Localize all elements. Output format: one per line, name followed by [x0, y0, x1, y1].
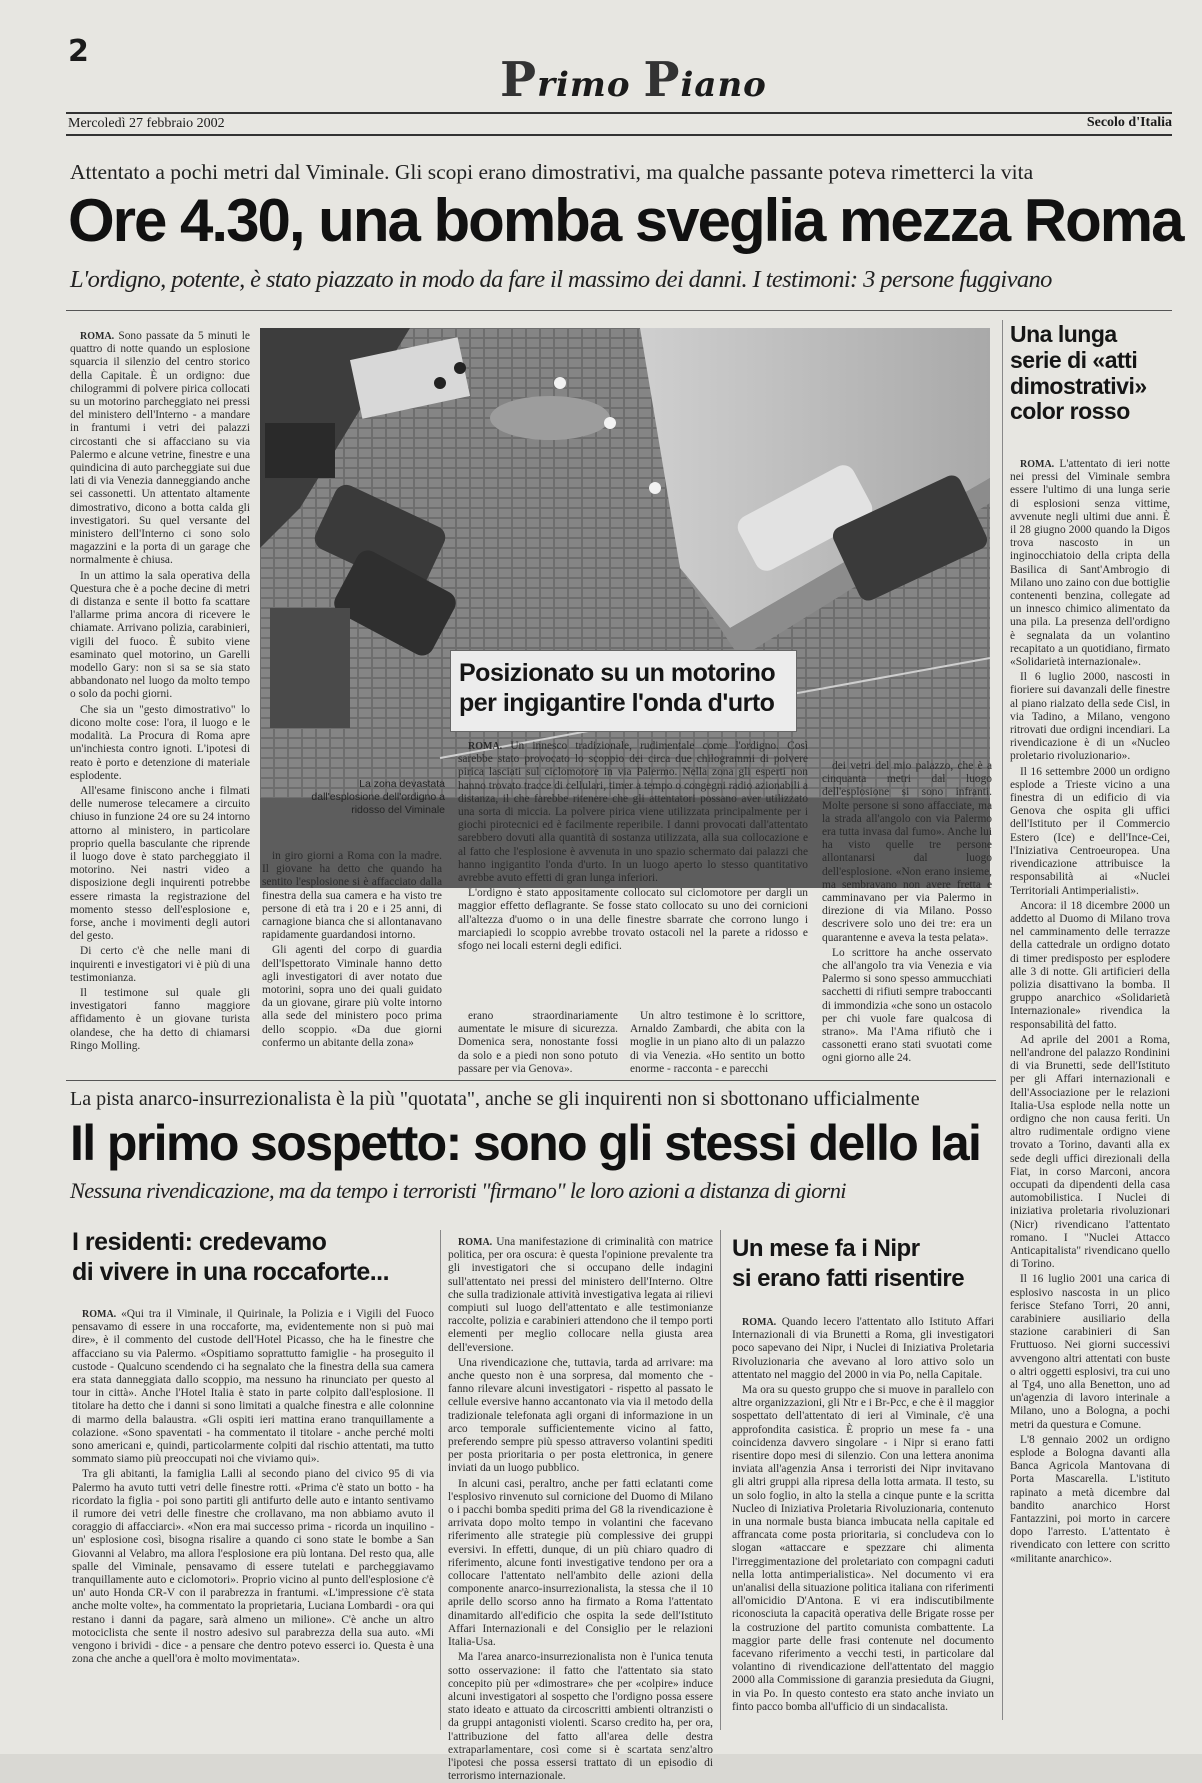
residents-body — [72, 1308, 434, 1728]
mid-p4: Ma l'area anarco-insurrezionalista non è l'unica tenuta sotto osservazione: il fatto che l'attentato sia stato concepito più per «dimostrare» che per «colpire» induce alcuni investigatori al sospetto che l'ordigno possa essere stato ideato e attuato da circoscritti ambienti oltranzisti o da gruppi antagonisti violenti. Scarso credito ha, per ora, l'attribuzione del fatto all'area delle destra extraparlamentare, così come si è scartata senz'altro l'ipotesi che possa essersi trattato di un episodio di terrorismo internazionale. — [448, 1651, 713, 1783]
sidebar-body — [1010, 458, 1170, 1738]
story1-column-5 — [822, 760, 992, 1070]
story1-kicker: Attentato a pochi metri dal Viminale. Gli scopi erano dimostrativi, ma qualche passante poteva rimetterci la vita — [70, 160, 1034, 184]
photo-caption: La zona devastata dall'esplosione dell'ordigno a ridosso del Viminale — [311, 778, 445, 816]
story1-col2-p2: Gli agenti del corpo di guardia dell'Ispettorato Viminale hanno detto agli investigatori di aver notato due motorini, sopra uno dei quali guidato da un giovane, girare più volte intorno alla sede del ministero poco prima dello scoppio. «Da due giorni confermo un abitante della zona» — [262, 944, 442, 1049]
boxed-headline-line2: per ingigantire l'onda d'urto — [459, 689, 775, 717]
issue-date: Mercoledì 27 febbraio 2002 — [68, 116, 225, 131]
story1-col1-p3: Che sia un "gesto dimostrativo" lo dicono molte cose: l'ora, il luogo e le modalità. La Procura di Roma apre un'inchiesta contro ignoti. L'ipotesi di reato è porto e detenzione di materiale esplodente. — [70, 703, 250, 782]
mid-p2: Una rivendicazione che, tuttavia, tarda ad arrivare: ma anche questo non è una sorpresa, dal momento che - fanno rilevare alcuni investigatori - rispetto al passato le cellule eversive hanno accantonato via via il metodo della tradizionale telefonata agli organi di informazione in un arco temporale sufficientemente vicino al fatto, preferendo sempre più spesso attraverso volantini spediti per posta prioritaria o per posta elettronica, in genere inviati da un luogo pubblico. — [448, 1356, 713, 1475]
sidebar-p1: L'attentato di ieri notte nei pressi del Viminale sembra essere l'ultimo di una lunga serie di esplosioni senza vittime, avvenute negli ultimi due anni. È il 28 giugno 2000 quando la Digos trova nascosto in un inginocchiatoio della cripta della Basilica di Sant'Ambrogio di Milano uno zaino con due bottiglie contenenti benzina, collegate ad un innesco chimico alimentato da una pila. La presenza dell'ordigno è segnalata da un volantino recapitato a un quotidiano, firmato «Solidarietà internazionale». — [1010, 458, 1170, 669]
story1-headline: Ore 4.30, una bomba sveglia mezza Roma — [68, 187, 1183, 254]
sidebar-p6: Il 16 luglio 2001 una carica di esplosivo nascosta in un plico ferisce Stefano Torri, 20 anni, carabiniere ausiliario della stazione carabinieri di San Fruttuoso. Nei giorni successivi avvengono altri attentati con buste o altri oggetti esplosivi, tra cui uno al Tg4, uno alla Benetton, uno ad un'agenzia di lavoro interinale a Milano, uno a Bologna, a pochi metri da questura e Comune. — [1010, 1273, 1170, 1431]
story2-subheadline: Nessuna rivendicazione, ma da tempo i terroristi "firmano" le loro azioni a distanza di giorni — [70, 1178, 846, 1203]
story1-column-3 — [458, 1010, 618, 1075]
mid-body — [448, 1236, 713, 1783]
residents-dateline: ROMA. — [82, 1309, 117, 1320]
masthead-rule-bottom — [66, 134, 1172, 136]
nipr-dateline: ROMA. — [742, 1317, 777, 1328]
story2-rule — [66, 1080, 996, 1081]
mid-p3: In alcuni casi, peraltro, anche per fatti eclatanti come l'esplosivo rinvenuto sul cornicione del Duomo di Milano o i pacchi bomba spediti prima del G8 la rivendicazione è arrivata dopo molto tempo in volantini che facevano riferimento alle strategie più complessive dei gruppi eversivi. In effetti, dunque, di un più chiaro quadro di riferimento, alcune fonti investigative tendono per ora a collocare l'attentato nell'ambito delle azioni della componente anarco-insurrezionalista, la stessa che il 10 aprile dello scorso anno ha firmato a Roma l'attentato dinamitardo all'edificio che ospita la sede dell'Istituto Affari Internazionali e del Consiglio per le relazioni Italia-Usa. — [448, 1477, 713, 1649]
nipr-p1: Quando lecero l'attentato allo Istituto Affari Internazionali di via Brunetti a Roma, gli investigatori poco sapevano dei Nipr, i Nuclei di Iniziativa Proletaria Rivoluzionaria che avevano al loro attivo solo un attentato nel maggio del 2000 in via Po, nella Capitale. — [732, 1316, 994, 1381]
boxed-col-a: Un innesco tradizionale, rudimentale come l'ordigno. Così sarebbe stato provocato lo scoppio dei circa due chilogrammi di polvere pirica lasciati sul ciclomotore in via Palermo. Nella zona gli esperti non hanno trovato tracce di cellulari, timer a tempo o congegni radio azionabili a distanza, il che farebbe ritenere che gli attentatori possano aver utilizzato una sorta di miccia. La polvere pirica viene utilizzata principalmente per i giochi pirotecnici ed è facilmente reperibile. I danni provocati dall'attentato sarebbero dovuti alla quantità di sostanza utilizzata, alla sua collocazione e al fatto che l'esplosione è avvenuta in uno spazio schermato dai palazzi che hanno ingigantito l'onda d'urto. In un luogo aperto lo stesso quantitativo avrebbe avuto effetti di gran lunga inferiori. — [458, 740, 808, 885]
story1-rule — [66, 310, 1172, 311]
residents-p2: Tra gli abitanti, la famiglia Lalli al secondo piano del civico 95 di via Palermo ha avuto tutti vetri delle finestre rotti. «Prima c'è stato un botto - ha ricordato la figlia - poi sono partiti gli antifurto delle auto e intanto sentivamo il rumore dei vetri delle finestre che crollavano, ma non abbiamo avuto il coraggio di affacciarci». «Non era mai successo prima - ricorda un inquilino - un' esplosione così, bisogna risalire a quando ci sono state le bombe a San Giovanni al Velabro, ma allora l'esplosione era più lontana. Del resto qua, alle spalle del Viminale, pensavamo di essere tutelati e parcheggiavamo tranquillamente auto e ciclomotori». Proprio vicino al punto dell'esplosione c'è un' auto Honda CR-V con il parabrezza in frantumi. «L'impressione c'è stata anche molte volte», ha commentato la proprietaria, Luciana Lombardi - ora qui restano i danni da pagare, sarà almeno un milione». C'è anche un altro motociclista che sente il nostro adesivo sul parabrezza della sua auto. «Mi vengono i brividi - dice - a pensare che dentro potevo esserci io. Questa è una zona che anche a quell'ora è molto movimentata». — [72, 1468, 434, 1666]
boxed-headline-line1: Posizionato su un motorino — [459, 659, 776, 687]
residents-headline-line2: di vivere in una roccaforte... — [72, 1258, 390, 1286]
newspaper-name: Secolo d'Italia — [1086, 115, 1172, 130]
mid-divider — [440, 1230, 441, 1730]
story1-col5-p2: Lo scrittore ha anche osservato che all'angolo tra via Venezia e via Palermo si sono spesso ammucchiati sacchetti di rifiuti sempre traboccanti di immondizia «che sono un ostacolo per chi vuole fare qualcosa di strano». Ma l'Ama rifiutò che i cassonetti erano stati svuotati come ogni giorno alle 24. — [822, 946, 992, 1065]
masthead-rule-top — [66, 112, 1172, 114]
story1-column-2 — [262, 850, 442, 1049]
story1-col1-p4: All'esame finiscono anche i filmati delle numerose telecamere a circuito chiuso in funzione 24 ore su 24 intorno attorno al ministero, in particolare proprio quella basculante che riprende il luogo dove è stato parcheggiato il motorino. Nei nastri video a disposizione degli inquirenti potrebbe essere rimasta la registrazione del momento stesso dell'esplosione e, forse, anche i movimenti degli autori del gesto. — [70, 784, 250, 943]
story1-col3-p1: erano straordinariamente aumentate le misure di sicurezza. Domenica sera, nonostante fossi da solo e a piedi non sono potuto passare per via Genova». — [458, 1010, 618, 1075]
story2-headline: Il primo sospetto: sono gli stessi dello Iai — [70, 1115, 981, 1171]
section-rest-1: rimo — [537, 65, 631, 105]
story1-column-1 — [70, 330, 250, 1052]
section-initial-2: P — [643, 52, 681, 108]
story1-col1-p5: Di certo c'è che nelle mani di inquirenti e investigatori vi è più di una testimonianza. — [70, 945, 250, 984]
sidebar-dateline: ROMA. — [1020, 459, 1055, 470]
nipr-headline-line2: si erano fatti risentire — [732, 1265, 965, 1292]
story1-column-4 — [630, 1010, 805, 1075]
story1-col1-p6: Il testimone sul quale gli investigatori fanno maggiore affidamento è un giovane turista olandese, che ha detto di chiamarsi Ringo Molling. — [70, 986, 250, 1052]
sidebar-p2: Il 6 luglio 2000, nascosti in fioriere sui davanzali delle finestre al piano rialzato della sede Cisl, in via Tadino, a Milano, vengono ritrovati due ordigni incendiari. La rivendicazione è di un «Nucleo proletario rivoluzionario». — [1010, 671, 1170, 763]
story1-col4-p1: Un altro testimone è lo scrittore, Arnaldo Zambardi, che abita con la moglie in un piano alto di un palazzo di via Venezia. «Ho sentito un botto enorme - racconta - e parecchi — [630, 1010, 805, 1075]
nipr-headline-line1: Un mese fa i Nipr — [732, 1235, 920, 1262]
boxed-headline-panel — [450, 650, 797, 732]
story1-subheadline: L'ordigno, potente, è stato piazzato in modo da fare il massimo dei danni. I testimoni: 3 persone fuggivano — [70, 266, 1052, 293]
section-rest-2: iano — [680, 65, 767, 105]
story1-col5-p1: dei vetri del mio palazzo, che è a cinquanta metri dal luogo dell'esplosione si sono infranti. Molte persone si sono affacciate, ma la strada all'angolo con via Palermo era tutta invasa dal fumo». Anche lui ha visto quelle tre persone allontanarsi dal luogo dell'esplosione. «Non erano insieme, ma sembravano non avere fretta e camminavano per via Palermo in direzione di via Milano. Posso descrivere solo uno dei tre: era un quarantenne e aveva la testa pelata». — [822, 760, 992, 944]
sidebar-divider — [1002, 320, 1003, 1720]
mid-dateline: ROMA. — [458, 1237, 493, 1248]
boxed-col-b: L'ordigno è stato appositamente collocato sul ciclomotore per dargli un maggior effetto deflagrante. Se fosse stato collocato su uno dei cornicioni all'altezza d'uomo o in una delle finestre sbarrate che corrono lungo i marciapiedi lo scoppio avrebbe trovato ostacoli nel la parete a ridosso e sfogo nei locali esterni degli edifici. — [458, 887, 808, 953]
mid-p1: Una manifestazione di criminalità con matrice politica, per ora oscura: è questa l'opinione prevalente tra gli investigatori che si occupano delle indagini sull'attentato nei pressi del ministero dell'Interno. Oltre che sulla tradizionale attività investigativa legata ai rilievi compiuti sul luogo dell'attentato e alle testimonianze raccolte, polizia e carabinieri attendono che il tempo porti elementi per meglio collocare nella giusta area dell'eversione. — [448, 1236, 713, 1354]
nipr-p2: Ma ora su questo gruppo che si muove in parallelo con altre organizzazioni, gli Ntr e i Br-Pcc, e che è il maggior sospettato dell'attentato di ieri al Viminale, c'è una approfondita casistica. È proprio un mese fa - una coincidenza davvero singolare - i Nipr si erano fatti risentire dopo mesi di silenzio. Con una lettera anonima inviata all'agenzia Ansa i terroristi dei Nipr invitavano gli altri gruppi alla ripresa della lotta armata. Il testo, su un solo foglio, in alto la stella a cinque punte e la scritta Nucleo di Iniziativa Proletaria Rivoluzionaria, contenuto in una normale busta bianca imbucata nella capitale ed affrancata come posta prioritaria, si concludeva con lo slogan «attaccare e spezzare chi alimenta l'irreggimentazione del proletariato con compagni caduti nella lotta antimperialistica». Nel documento vi era un'analisi della situazione politica italiana con riferimenti all'omicidio D'Antona. E vi era indiscutibilmente riconosciuta la capacità operativa delle Brigate rosse per la costruzione del partito comunista combattente. La maggior parte delle frasi contenute nel documento facevano riferimento a vecchi testi, in particolare dal volantino di rivendicazione dell'attentato del maggio 2000 alla Commissione di garanzia presieduta da Giugni, in via Po. In questo contesto era stato anche inviato un finto pacco bomba all'ufficio di un sindacalista. — [732, 1384, 994, 1713]
residents-headline-line1: I residenti: credevamo — [72, 1228, 327, 1256]
story1-col1-p2: In un attimo la sala operativa della Questura che è a poche decine di metri di distanza e sente il botto fa scattare l'allarme prima ancora di ricevere le chiamate. Arrivano polizia, carabinieri, vigili del fuoco. È subito viene esaminato quel motorino, un Garelli modello Gary: non si sa se sia stato abbandonato nel luogo da molto tempo o solo da pochi giorni. — [70, 569, 250, 701]
nipr-body — [732, 1316, 994, 1728]
residents-p1: «Qui tra il Viminale, il Quirinale, la Polizia e i Vigili del Fuoco pensavamo di essere in una roccaforte, ma, evidentemente non si può mai dire», è il commento del custode dell'Hotel Picasso, che ha le finestre che affacciano su via Palermo. «Ospitiamo soprattutto famiglie - ha proseguito il custode - Qualcuno scendendo ci ha segnalato che la finestra della sua camera era stata danneggiata dallo scoppio, ma nessuno ha rinunciato per questo al tour in città». Anche l'Hotel Italia è stato in parte colpito dall'esplosione. Il titolare ha detto che i danni si sono limitati a qualche finestra e alle colonnine di marmo della balaustra. «Gli ospiti ieri mattina erano tranquillamente a colazione. «Sono spaventati - ha commentato il titolare - anche perché molti sono americani e, quindi, particolarmente colpiti dal rischio attentati, ma tutto sommato siamo più preoccupati noi che viviamo qui». — [72, 1308, 434, 1466]
section-initial-1: P — [500, 52, 538, 108]
page-number: 2 — [68, 34, 89, 69]
boxed-dateline: ROMA. — [468, 741, 503, 752]
sidebar-p7: L'8 gennaio 2002 un ordigno esplode a Bologna davanti alla Banca Agricola Mantovana di Porta Mascarella. L'istituto rapinato a metà dicembre dal bandito anarchico Horst Fantazzini, poi morto in carcere dopo l'arresto. L'attentato è rivendicato con lettere con scritto «militante anarchico». — [1010, 1433, 1170, 1565]
story1-col2-p1: in giro giorni a Roma con la madre. Il giovane ha detto che quando ha sentito l'esplosione si è affacciato dalla finestra della sua camera e ha visto tre persone di età tra i 20 e i 25 anni, di carnagione bianca che si allontanavano rapidamente guardandosi intorno. — [262, 850, 442, 942]
sidebar-headline: Una lunga serie di «atti dimostrativi» color rosso — [1010, 321, 1147, 425]
story1-col1-p1: Sono passate da 5 minuti le quattro di notte quando un esplosione squarcia il silenzio del centro storico della Capitale. È un ordigno: due chilogrammi di polvere pirica collocati su un motorino parcheggiato nei pressi del ministero dell'Interno - a mandare in frantumi i vetri dei palazzi circostanti che si affacciano su via Palermo e alcune vetrine, finestre e una quindicina di auto parcheggiate sui due lati di via Venezia danneggiando anche sei cassonetti. Un attentato altamente dimostrativo, dicono a botta calda gli investigatori. Su quel versante del ministero dell'Interno ci sono solo magazzini e la porta di un garage che normalmente è chiusa. — [70, 330, 250, 567]
sidebar-p4: Ancora: il 18 dicembre 2000 un addetto al Duomo di Milano trova nel camminamento delle terrazze della cattedrale un ordigno dotato di timer predisposto per esplodere alle 3 di notte. Gli artificieri della polizia disattivano la bomba. Il gruppo anarchico «Solidarietà Internazionale» rivendica la responsabilità del fatto. — [1010, 899, 1170, 1031]
boxed-body — [458, 740, 808, 1010]
section-logo — [500, 52, 767, 108]
nipr-divider — [720, 1230, 721, 1730]
sidebar-p3: Il 16 settembre 2000 un ordigno esplode a Trieste vicino a una finestra di un edificio di via Genova che ospita gli uffici dell'Istituto per il Commercio Estero (Ice) e dell'Ince-Cei, l'Iniziativa Centroeuropea. Una rivendicazione attribuisce la responsabilità ai «Nuclei Territoriali Antimperialisti». — [1010, 765, 1170, 897]
story2-kicker: La pista anarco-insurrezionalista è la più "quotata", anche se gli inquirenti non si sbottonano ufficialmente — [70, 1088, 920, 1110]
sidebar-p5: Ad aprile del 2001 a Roma, nell'androne del palazzo Rondinini di via Brunetti, sede dell'Istituto per gli Affari internazionali e dell'Associazione per le relazioni Italia-Usa esplode nella notte un ordigno che non causa feriti. Un altro rudimentale ordigno viene trovato a Torino, davanti alla ex sede degli uffici direzionali della Fiat, in corso Marconi, ancora occupati da dipendenti della casa automobilistica. I Nuclei di iniziativa proletaria rivoluzionari (Nicr) rivendicano l'attentato romano. I "Nuclei Attacco Anticapitalista" rivendicano quello di Torino. — [1010, 1033, 1170, 1271]
story1-dateline: ROMA. — [80, 331, 115, 342]
